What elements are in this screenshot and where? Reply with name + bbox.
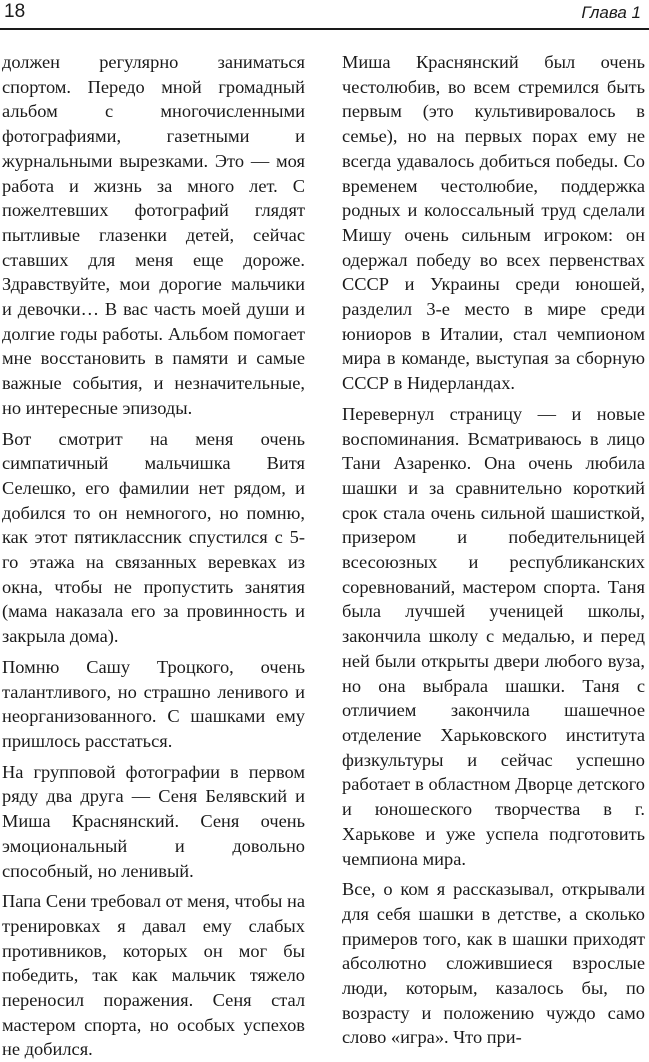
paragraph: Перевернул страницу — и новые воспоминания. Всматриваюсь в лицо Тани Азаренко. Она очень любила шашки и за сравнительно короткий срок стала очень сильной шашисткой, призером и победительницей всесоюзных и республиканских соревнований, мастером спорта. Таня была лучшей ученицей школы, закончила школу с медалью, и перед ней были открыты двери любого вуза, но она выбрала шашки. Таня с отличием закончила шашечное отделение Харьковского института физкультуры и сейчас успешно работает в областном Дворце детского и юношеского творчества в г. Харькове и уже успела подготовить чемпиона мира. bbox=[342, 403, 645, 869]
paragraph: Папа Сени требовал от меня, чтобы на тренировках я давал ему слабых противников, которых он мог бы победить, так как мальчик тяжело переносил поражения. Сеня стал мастером спорта, но особых успехов не добился. bbox=[2, 891, 305, 1060]
left-text-column bbox=[2, 50, 305, 1060]
chapter-running-head: Глава 1 bbox=[581, 3, 641, 22]
page-header bbox=[0, 0, 649, 30]
header-rule bbox=[0, 28, 649, 30]
right-text-column bbox=[342, 50, 645, 1048]
paragraph: На групповой фотографии в первом ряду два друга — Сеня Белявский и Миша Краснянский. Сеня очень эмоциональный и довольно способный, но ленивый. bbox=[2, 761, 305, 881]
paragraph: должен регулярно заниматься спортом. Передо мной громадный альбом с многочисленными фотографиями, газетными и журнальными вырезками. Это — моя работа и жизнь за много лет. С пожелтевших фотографий глядят пытливые глазенки детей, сейчас ставших для меня еще дороже. Здравствуйте, мои дорогие мальчики и девочки… В вас часть моей души и долгие годы работы. Альбом помогает мне восстановить в памяти и самые важные события, и незначительные, но интересные эпизоды. bbox=[2, 52, 305, 418]
page-number: 18 bbox=[4, 1, 26, 22]
paragraph: Миша Краснянский был очень честолюбив, во всем стремился быть первым (это культивировалось в семье), но на первых порах ему не всегда удавалось добиться победы. Со временем честолюбие, поддержка родных и колоссальный труд сделали Мишу очень сильным игроком: он одержал победу во всех первенствах СССР и Украины среди юношей, разделил 3-е место в мире среди юниоров в Италии, стал чемпионом мира в команде, выступая за сборную СССР в Нидерландах. bbox=[342, 52, 645, 394]
paragraph: Вот смотрит на меня очень симпатичный мальчишка Витя Селешко, его фамилии нет рядом, и добился то он немногого, но помню, как этот пятиклассник спустился с 5-го этажа на связанных веревках из окна, чтобы не пропустить занятия (мама наказала его за провинность и закрыла дома). bbox=[2, 428, 305, 647]
paragraph: Помню Сашу Троцкого, очень талантливого, но страшно ленивого и неорганизованного. С шашками ему пришлось расстаться. bbox=[2, 656, 305, 751]
paragraph: Все, о ком я рассказывал, открывали для себя шашки в детстве, а сколько примеров того, как в шашки приходят абсолютно сложившиеся взрослые люди, которым, казалось бы, по возрасту и положению чуждо само слово «игра». Что при- bbox=[342, 879, 645, 1048]
